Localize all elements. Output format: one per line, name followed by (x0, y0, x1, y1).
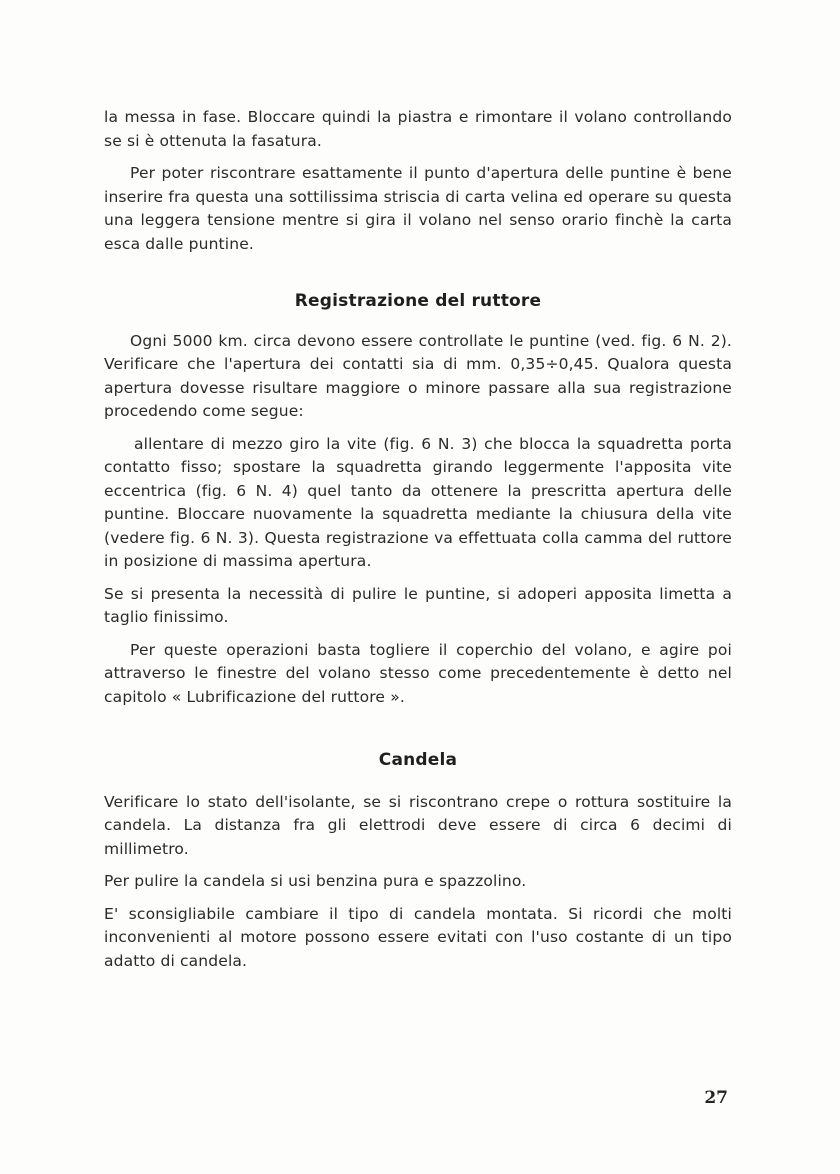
ruttore-paragraph-2: allentare di mezzo giro la vite (fig. 6 N. 3) che blocca la squadretta porta contatto fisso; spostare la squadretta girando leggermente l'apposita vite eccentrica (fig. 6 N. 4) quel tanto da ottenere la prescritta apertura delle puntine. Bloccare nuovamente la squadretta mediante la chiusura della vite (vedere fig. 6 N. 3). Questa registrazione va effettuata colla camma del ruttore in posizione di massima apertura. (104, 434, 732, 570)
candela-paragraph-1: Verificare lo stato dell'isolante, se si riscontrano crepe o rottura sostituire la candela. La distanza fra gli elettrodi deve essere di circa 6 decimi di millimetro. (104, 792, 732, 858)
ruttore-paragraph-1: Ogni 5000 km. circa devono essere controllate le puntine (ved. fig. 6 N. 2). Verificare che l'apertura dei contatti sia di mm. 0,35÷0,45. Qualora questa apertura dovesse risultare maggiore o minore passare alla sua registrazione procedendo come segue: (104, 331, 732, 420)
intro-paragraph-2: Per poter riscontrare esattamente il punto d'apertura delle puntine è bene inserire fra questa una sottilissima striscia di carta velina ed operare su questa una leggera tensione mentre si gira il volano nel senso orario finchè la carta esca dalle puntine. (104, 164, 732, 253)
section-heading-candela: Candela (378, 750, 458, 770)
ruttore-paragraph-3: Se si presenta la necessità di pulire le puntine, si adoperi apposita limetta a taglio finissimo. (104, 584, 732, 626)
page-content (104, 106, 732, 973)
section-heading-ruttore: Registrazione del ruttore (294, 291, 542, 311)
candela-paragraph-2: Per pulire la candela si usi benzina pura e spazzolino. (104, 872, 527, 890)
ruttore-paragraph-4: Per queste operazioni basta togliere il coperchio del volano, e agire poi attraverso le finestre del volano stesso come precedentemente è detto nel capitolo « Lubrificazione del ruttore ». (104, 640, 732, 706)
page-number: 27 (704, 1088, 728, 1108)
candela-paragraph-3: E' sconsigliabile cambiare il tipo di candela montata. Si ricordi che molti inconvenienti al motore possono essere evitati con l'uso costante di un tipo adatto di candela. (104, 904, 732, 970)
intro-paragraph-1: la messa in fase. Bloccare quindi la piastra e rimontare il volano controllando se si è ottenuta la fasatura. (104, 108, 732, 150)
